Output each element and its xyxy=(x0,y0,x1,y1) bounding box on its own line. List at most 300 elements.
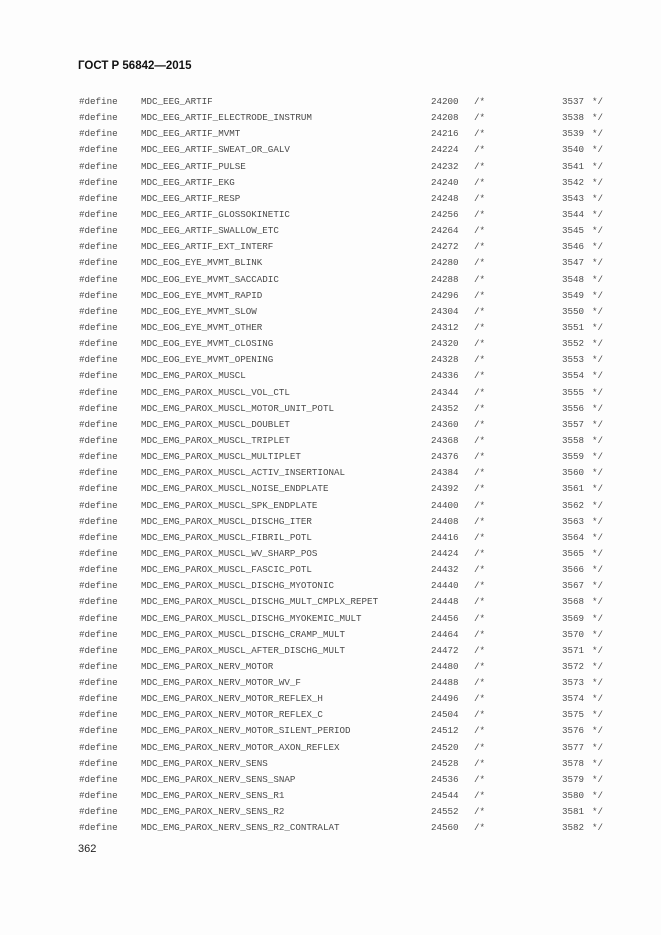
comment-open: /* xyxy=(474,273,486,285)
comment-code: 3576 xyxy=(561,725,584,737)
comment-open: /* xyxy=(474,725,486,737)
define-keyword: #define xyxy=(79,628,118,640)
define-row xyxy=(0,772,661,788)
define-value: 24376 xyxy=(431,451,459,463)
comment-open: /* xyxy=(474,773,486,785)
comment-open: /* xyxy=(474,321,486,333)
comment-code: 3572 xyxy=(561,660,584,672)
define-value: 24384 xyxy=(431,467,459,479)
comment-close: */ xyxy=(592,547,604,559)
comment-open: /* xyxy=(474,709,486,721)
comment-code: 3579 xyxy=(561,773,584,785)
define-value: 24288 xyxy=(431,273,459,285)
define-value: 24240 xyxy=(431,176,459,188)
comment-open: /* xyxy=(474,354,486,366)
define-name: MDC_EMG_PAROX_NERV_MOTOR_WV_F xyxy=(141,677,301,689)
define-row xyxy=(0,643,661,659)
define-keyword: #define xyxy=(79,370,118,382)
comment-open: /* xyxy=(474,547,486,559)
comment-close: */ xyxy=(592,660,604,672)
define-name: MDC_EMG_PAROX_MUSCL_WV_SHARP_POS xyxy=(141,547,318,559)
define-keyword: #define xyxy=(79,806,118,818)
define-keyword: #define xyxy=(79,467,118,479)
define-name: MDC_EOG_EYE_MVMT_OTHER xyxy=(141,321,263,333)
comment-code: 3556 xyxy=(561,402,584,414)
define-keyword: #define xyxy=(79,225,118,237)
define-value: 24272 xyxy=(431,241,459,253)
define-name: MDC_EEG_ARTIF_SWALLOW_ETC xyxy=(141,225,279,237)
define-keyword: #define xyxy=(79,321,118,333)
define-name: MDC_EEG_ARTIF_MVMT xyxy=(141,128,241,140)
define-value: 24248 xyxy=(431,192,459,204)
define-row xyxy=(0,675,661,691)
define-keyword: #define xyxy=(79,660,118,672)
define-row xyxy=(0,691,661,707)
comment-code: 3582 xyxy=(561,822,584,834)
define-value: 24400 xyxy=(431,499,459,511)
define-value: 24352 xyxy=(431,402,459,414)
comment-code: 3545 xyxy=(561,225,584,237)
comment-code: 3544 xyxy=(561,208,584,220)
page-number: 362 xyxy=(78,843,97,855)
define-value: 24216 xyxy=(431,128,459,140)
define-keyword: #define xyxy=(79,241,118,253)
comment-open: /* xyxy=(474,112,486,124)
define-value: 24312 xyxy=(431,321,459,333)
define-row xyxy=(0,288,661,304)
define-row xyxy=(0,481,661,497)
define-row xyxy=(0,385,661,401)
define-value: 24408 xyxy=(431,515,459,527)
define-name: MDC_EMG_PAROX_MUSCL_TRIPLET xyxy=(141,434,290,446)
define-keyword: #define xyxy=(79,386,118,398)
comment-close: */ xyxy=(592,402,604,414)
comment-open: /* xyxy=(474,628,486,640)
comment-code: 3555 xyxy=(561,386,584,398)
comment-close: */ xyxy=(592,128,604,140)
define-name: MDC_EEG_ARTIF_PULSE xyxy=(141,160,246,172)
comment-close: */ xyxy=(592,677,604,689)
comment-code: 3552 xyxy=(561,338,584,350)
comment-close: */ xyxy=(592,321,604,333)
define-value: 24560 xyxy=(431,822,459,834)
define-row xyxy=(0,788,661,804)
define-keyword: #define xyxy=(79,741,118,753)
define-name: MDC_EMG_PAROX_MUSCL_ACTIV_INSERTIONAL xyxy=(141,467,345,479)
comment-close: */ xyxy=(592,628,604,640)
define-name: MDC_EOG_EYE_MVMT_CLOSING xyxy=(141,338,274,350)
define-row xyxy=(0,578,661,594)
define-name: MDC_EEG_ARTIF_RESP xyxy=(141,192,241,204)
define-row xyxy=(0,530,661,546)
comment-open: /* xyxy=(474,612,486,624)
comment-code: 3571 xyxy=(561,644,584,656)
define-name: MDC_EOG_EYE_MVMT_SLOW xyxy=(141,305,257,317)
define-keyword: #define xyxy=(79,96,118,107)
comment-code: 3561 xyxy=(561,483,584,495)
comment-open: /* xyxy=(474,370,486,382)
define-value: 24392 xyxy=(431,483,459,495)
comment-open: /* xyxy=(474,467,486,479)
define-name: MDC_EMG_PAROX_NERV_MOTOR xyxy=(141,660,274,672)
define-value: 24320 xyxy=(431,338,459,350)
comment-close: */ xyxy=(592,499,604,511)
define-keyword: #define xyxy=(79,564,118,576)
define-value: 24456 xyxy=(431,612,459,624)
define-keyword: #define xyxy=(79,273,118,285)
comment-code: 3549 xyxy=(561,289,584,301)
comment-code: 3543 xyxy=(561,192,584,204)
define-row xyxy=(0,514,661,530)
define-row xyxy=(0,352,661,368)
comment-close: */ xyxy=(592,644,604,656)
comment-code: 3575 xyxy=(561,709,584,721)
comment-code: 3574 xyxy=(561,693,584,705)
comment-open: /* xyxy=(474,386,486,398)
define-name: MDC_EMG_PAROX_MUSCL_SPK_ENDPLATE xyxy=(141,499,318,511)
define-row xyxy=(0,659,661,675)
comment-code: 3548 xyxy=(561,273,584,285)
comment-open: /* xyxy=(474,418,486,430)
define-keyword: #define xyxy=(79,580,118,592)
comment-open: /* xyxy=(474,434,486,446)
comment-close: */ xyxy=(592,386,604,398)
comment-open: /* xyxy=(474,515,486,527)
comment-open: /* xyxy=(474,96,486,107)
define-row xyxy=(0,756,661,772)
define-value: 24544 xyxy=(431,790,459,802)
define-value: 24304 xyxy=(431,305,459,317)
define-row xyxy=(0,740,661,756)
comment-open: /* xyxy=(474,499,486,511)
define-row xyxy=(0,820,661,836)
comment-close: */ xyxy=(592,822,604,834)
comment-close: */ xyxy=(592,515,604,527)
comment-open: /* xyxy=(474,257,486,269)
comment-close: */ xyxy=(592,612,604,624)
define-row xyxy=(0,304,661,320)
define-keyword: #define xyxy=(79,160,118,172)
comment-open: /* xyxy=(474,225,486,237)
define-value: 24336 xyxy=(431,370,459,382)
define-value: 24504 xyxy=(431,709,459,721)
define-value: 24224 xyxy=(431,144,459,156)
define-value: 24264 xyxy=(431,225,459,237)
comment-close: */ xyxy=(592,451,604,463)
comment-close: */ xyxy=(592,434,604,446)
define-keyword: #define xyxy=(79,483,118,495)
define-row xyxy=(0,498,661,514)
comment-code: 3568 xyxy=(561,596,584,608)
comment-close: */ xyxy=(592,176,604,188)
define-value: 24256 xyxy=(431,208,459,220)
comment-close: */ xyxy=(592,370,604,382)
define-row xyxy=(0,142,661,158)
comment-open: /* xyxy=(474,241,486,253)
comment-code: 3560 xyxy=(561,467,584,479)
define-value: 24344 xyxy=(431,386,459,398)
comment-close: */ xyxy=(592,773,604,785)
comment-code: 3570 xyxy=(561,628,584,640)
define-name: MDC_EEG_ARTIF_EKG xyxy=(141,176,235,188)
define-row xyxy=(0,191,661,207)
define-name: MDC_EEG_ARTIF_ELECTRODE_INSTRUM xyxy=(141,112,312,124)
define-row xyxy=(0,449,661,465)
define-value: 24472 xyxy=(431,644,459,656)
define-value: 24296 xyxy=(431,289,459,301)
define-name: MDC_EOG_EYE_MVMT_OPENING xyxy=(141,354,274,366)
comment-open: /* xyxy=(474,192,486,204)
comment-close: */ xyxy=(592,305,604,317)
comment-code: 3540 xyxy=(561,144,584,156)
define-value: 24552 xyxy=(431,806,459,818)
define-value: 24200 xyxy=(431,96,459,107)
comment-code: 3563 xyxy=(561,515,584,527)
comment-close: */ xyxy=(592,354,604,366)
define-name: MDC_EMG_PAROX_NERV_MOTOR_REFLEX_H xyxy=(141,693,323,705)
comment-code: 3551 xyxy=(561,321,584,333)
comment-open: /* xyxy=(474,757,486,769)
comment-close: */ xyxy=(592,112,604,124)
comment-close: */ xyxy=(592,338,604,350)
define-name: MDC_EMG_PAROX_MUSCL_DISCHG_MYOTONIC xyxy=(141,580,334,592)
define-keyword: #define xyxy=(79,257,118,269)
comment-close: */ xyxy=(592,273,604,285)
define-keyword: #define xyxy=(79,644,118,656)
comment-close: */ xyxy=(592,806,604,818)
define-row xyxy=(0,433,661,449)
comment-code: 3580 xyxy=(561,790,584,802)
comment-open: /* xyxy=(474,596,486,608)
define-name: MDC_EEG_ARTIF_SWEAT_OR_GALV xyxy=(141,144,290,156)
define-value: 24464 xyxy=(431,628,459,640)
define-value: 24280 xyxy=(431,257,459,269)
define-value: 24440 xyxy=(431,580,459,592)
define-keyword: #define xyxy=(79,289,118,301)
comment-open: /* xyxy=(474,338,486,350)
define-row xyxy=(0,401,661,417)
define-row xyxy=(0,255,661,271)
comment-open: /* xyxy=(474,483,486,495)
define-row xyxy=(0,110,661,126)
define-row xyxy=(0,94,661,110)
comment-close: */ xyxy=(592,741,604,753)
comment-close: */ xyxy=(592,289,604,301)
define-name: MDC_EMG_PAROX_NERV_SENS xyxy=(141,757,268,769)
define-keyword: #define xyxy=(79,612,118,624)
define-value: 24416 xyxy=(431,531,459,543)
comment-open: /* xyxy=(474,305,486,317)
define-name: MDC_EMG_PAROX_MUSCL_FASCIC_POTL xyxy=(141,564,312,576)
define-keyword: #define xyxy=(79,709,118,721)
comment-open: /* xyxy=(474,451,486,463)
comment-close: */ xyxy=(592,790,604,802)
define-keyword: #define xyxy=(79,192,118,204)
comment-close: */ xyxy=(592,531,604,543)
comment-close: */ xyxy=(592,257,604,269)
define-keyword: #define xyxy=(79,531,118,543)
define-name: MDC_EOG_EYE_MVMT_BLINK xyxy=(141,257,263,269)
comment-code: 3573 xyxy=(561,677,584,689)
comment-code: 3541 xyxy=(561,160,584,172)
comment-code: 3562 xyxy=(561,499,584,511)
define-keyword: #define xyxy=(79,515,118,527)
comment-open: /* xyxy=(474,677,486,689)
comment-open: /* xyxy=(474,806,486,818)
comment-open: /* xyxy=(474,580,486,592)
define-value: 24368 xyxy=(431,434,459,446)
comment-close: */ xyxy=(592,241,604,253)
define-keyword: #define xyxy=(79,402,118,414)
define-keyword: #define xyxy=(79,499,118,511)
define-name: MDC_EMG_PAROX_NERV_MOTOR_AXON_REFLEX xyxy=(141,741,340,753)
comment-code: 3538 xyxy=(561,112,584,124)
define-value: 24496 xyxy=(431,693,459,705)
define-row xyxy=(0,611,661,627)
comment-code: 3578 xyxy=(561,757,584,769)
define-row xyxy=(0,336,661,352)
define-name: MDC_EMG_PAROX_MUSCL_DISCHG_MYOKEMIC_MULT xyxy=(141,612,362,624)
comment-close: */ xyxy=(592,467,604,479)
comment-code: 3566 xyxy=(561,564,584,576)
define-row xyxy=(0,417,661,433)
define-row xyxy=(0,627,661,643)
comment-open: /* xyxy=(474,128,486,140)
comment-code: 3567 xyxy=(561,580,584,592)
define-keyword: #define xyxy=(79,596,118,608)
define-row xyxy=(0,223,661,239)
define-value: 24328 xyxy=(431,354,459,366)
comment-open: /* xyxy=(474,741,486,753)
define-name: MDC_EMG_PAROX_MUSCL_DISCHG_MULT_CMPLX_REPET xyxy=(141,596,379,608)
comment-open: /* xyxy=(474,822,486,834)
define-name: MDC_EMG_PAROX_MUSCL xyxy=(141,370,246,382)
define-row xyxy=(0,594,661,610)
define-name: MDC_EMG_PAROX_NERV_MOTOR_REFLEX_C xyxy=(141,709,323,721)
comment-close: */ xyxy=(592,709,604,721)
comment-open: /* xyxy=(474,208,486,220)
define-keyword: #define xyxy=(79,451,118,463)
define-name: MDC_EMG_PAROX_NERV_SENS_R2_CONTRALAT xyxy=(141,822,340,834)
define-value: 24488 xyxy=(431,677,459,689)
define-keyword: #define xyxy=(79,547,118,559)
define-row xyxy=(0,175,661,191)
define-row xyxy=(0,207,661,223)
define-name: MDC_EMG_PAROX_MUSCL_DOUBLET xyxy=(141,418,290,430)
define-name: MDC_EMG_PAROX_MUSCL_NOISE_ENDPLATE xyxy=(141,483,329,495)
comment-close: */ xyxy=(592,580,604,592)
comment-code: 3554 xyxy=(561,370,584,382)
define-keyword: #define xyxy=(79,144,118,156)
comment-open: /* xyxy=(474,160,486,172)
define-name: MDC_EMG_PAROX_MUSCL_DISCHG_CRAMP_MULT xyxy=(141,628,345,640)
comment-open: /* xyxy=(474,289,486,301)
define-keyword: #define xyxy=(79,725,118,737)
define-name: MDC_EMG_PAROX_NERV_SENS_R2 xyxy=(141,806,285,818)
comment-close: */ xyxy=(592,418,604,430)
define-keyword: #define xyxy=(79,176,118,188)
define-name: MDC_EMG_PAROX_MUSCL_VOL_CTL xyxy=(141,386,290,398)
define-name: MDC_EMG_PAROX_MUSCL_DISCHG_ITER xyxy=(141,515,312,527)
define-value: 24424 xyxy=(431,547,459,559)
comment-close: */ xyxy=(592,96,604,107)
define-keyword: #define xyxy=(79,338,118,350)
define-name: MDC_EEG_ARTIF_GLOSSOKINETIC xyxy=(141,208,290,220)
comment-open: /* xyxy=(474,790,486,802)
define-keyword: #define xyxy=(79,773,118,785)
define-keyword: #define xyxy=(79,677,118,689)
comment-close: */ xyxy=(592,483,604,495)
define-name: MDC_EMG_PAROX_MUSCL_FIBRIL_POTL xyxy=(141,531,312,543)
comment-code: 3581 xyxy=(561,806,584,818)
define-keyword: #define xyxy=(79,757,118,769)
define-name: MDC_EMG_PAROX_NERV_MOTOR_SILENT_PERIOD xyxy=(141,725,351,737)
comment-code: 3565 xyxy=(561,547,584,559)
define-name: MDC_EOG_EYE_MVMT_RAPID xyxy=(141,289,263,301)
define-name: MDC_EMG_PAROX_MUSCL_MOTOR_UNIT_POTL xyxy=(141,402,334,414)
comment-open: /* xyxy=(474,660,486,672)
comment-close: */ xyxy=(592,192,604,204)
define-value: 24528 xyxy=(431,757,459,769)
comment-close: */ xyxy=(592,564,604,576)
define-keyword: #define xyxy=(79,418,118,430)
define-row xyxy=(0,239,661,255)
define-row xyxy=(0,707,661,723)
define-row xyxy=(0,546,661,562)
comment-open: /* xyxy=(474,176,486,188)
comment-code: 3569 xyxy=(561,612,584,624)
define-name: MDC_EMG_PAROX_NERV_SENS_SNAP xyxy=(141,773,296,785)
define-keyword: #define xyxy=(79,354,118,366)
define-value: 24512 xyxy=(431,725,459,737)
comment-close: */ xyxy=(592,160,604,172)
define-keyword: #define xyxy=(79,693,118,705)
define-value: 24448 xyxy=(431,596,459,608)
define-row xyxy=(0,126,661,142)
define-keyword: #define xyxy=(79,434,118,446)
define-value: 24360 xyxy=(431,418,459,430)
define-value: 24432 xyxy=(431,564,459,576)
define-name: MDC_EMG_PAROX_MUSCL_MULTIPLET xyxy=(141,451,301,463)
define-keyword: #define xyxy=(79,112,118,124)
comment-close: */ xyxy=(592,208,604,220)
comment-close: */ xyxy=(592,225,604,237)
comment-open: /* xyxy=(474,144,486,156)
comment-close: */ xyxy=(592,757,604,769)
define-row xyxy=(0,159,661,175)
define-keyword: #define xyxy=(79,208,118,220)
define-row xyxy=(0,465,661,481)
define-row xyxy=(0,562,661,578)
define-name: MDC_EEG_ARTIF xyxy=(141,96,213,107)
comment-code: 3564 xyxy=(561,531,584,543)
define-value: 24536 xyxy=(431,773,459,785)
define-name: MDC_EMG_PAROX_NERV_SENS_R1 xyxy=(141,790,285,802)
define-keyword: #define xyxy=(79,822,118,834)
define-keyword: #define xyxy=(79,128,118,140)
comment-code: 3537 xyxy=(561,96,584,107)
comment-close: */ xyxy=(592,596,604,608)
define-list xyxy=(0,94,661,836)
define-keyword: #define xyxy=(79,790,118,802)
define-value: 24480 xyxy=(431,660,459,672)
comment-open: /* xyxy=(474,693,486,705)
define-name: MDC_EEG_ARTIF_EXT_INTERF xyxy=(141,241,274,253)
comment-code: 3547 xyxy=(561,257,584,269)
comment-open: /* xyxy=(474,564,486,576)
comment-code: 3539 xyxy=(561,128,584,140)
define-row xyxy=(0,320,661,336)
